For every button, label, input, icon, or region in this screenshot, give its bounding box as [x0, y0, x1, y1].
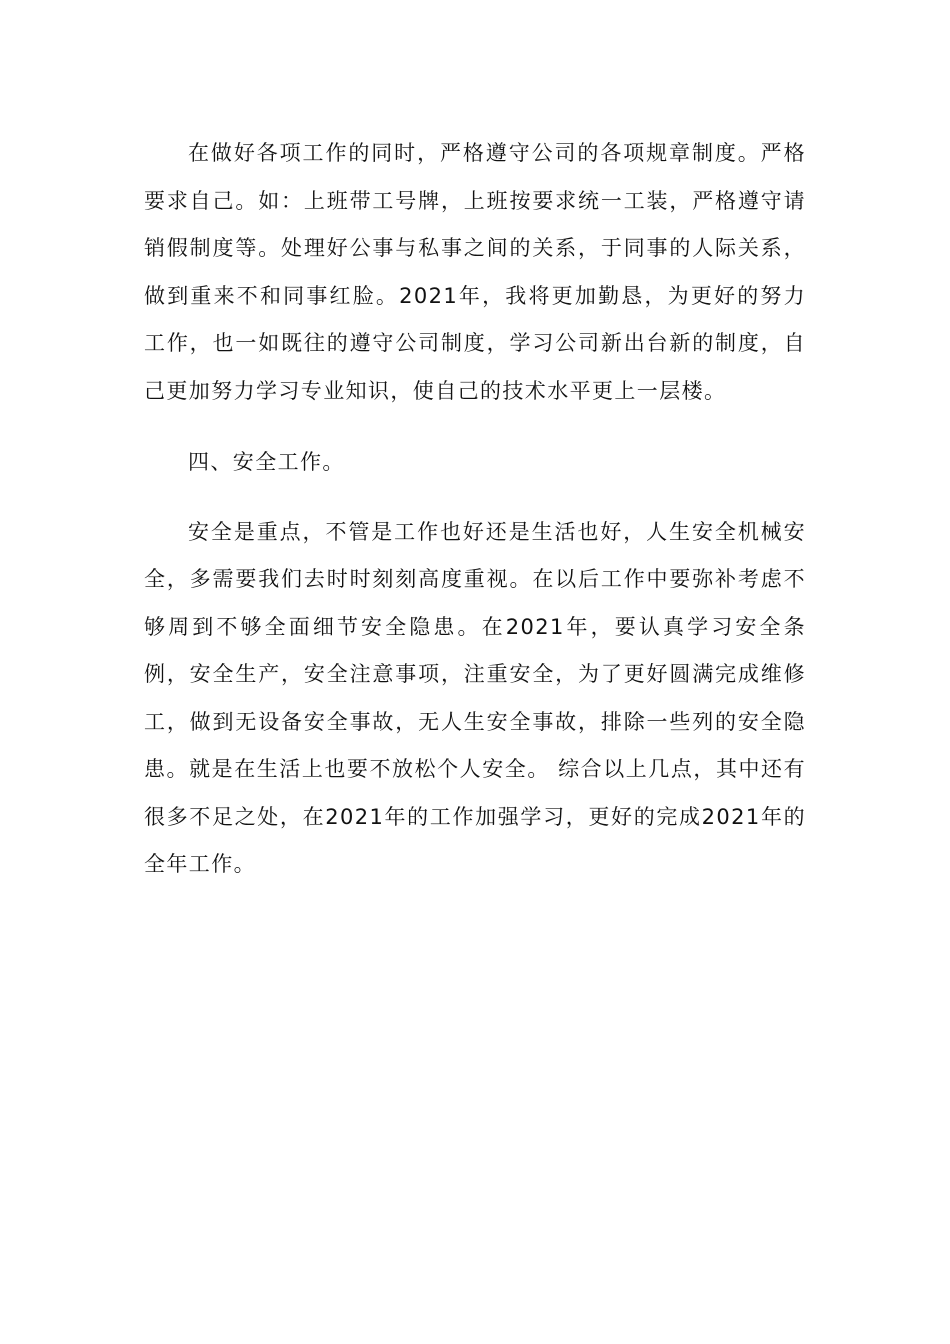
section-heading-safety: 四、安全工作。 — [188, 450, 345, 474]
paragraph-safety-work: 安全是重点，不管是工作也好还是生活也好，人生安全机械安全，多需要我们去时时刻刻高度重视。在以后工作中要弥补考虑不够周到不够全面细节安全隐患。在2021年，要认真学习安全条例，安全生产，安全注意事项，注重安全，为了更好圆满完成维修工，做到无设备安全事故，无人生安全事故，排除一些列的安全隐患。就是在生活上也要不放松个人安全。 综合以上几点，其中还有很多不足之处，在2021年的工作加强学习，更好的完成2021年的全年工作。 — [144, 519, 806, 876]
paragraph-rules-compliance: 在做好各项工作的同时，严格遵守公司的各项规章制度。严格要求自己。如：上班带工号牌，上班按要求统一工装，严格遵守请销假制度等。处理好公事与私事之间的关系，于同事的人际关系，做到重来不和同事红脸。2021年，我将更加勤恳，为更好的努力工作，也一如既往的遵守公司制度，学习公司新出台新的制度，自己更加努力学习专业知识，使自己的技术水平更上一层楼。 — [144, 141, 806, 403]
document-body — [144, 130, 806, 889]
